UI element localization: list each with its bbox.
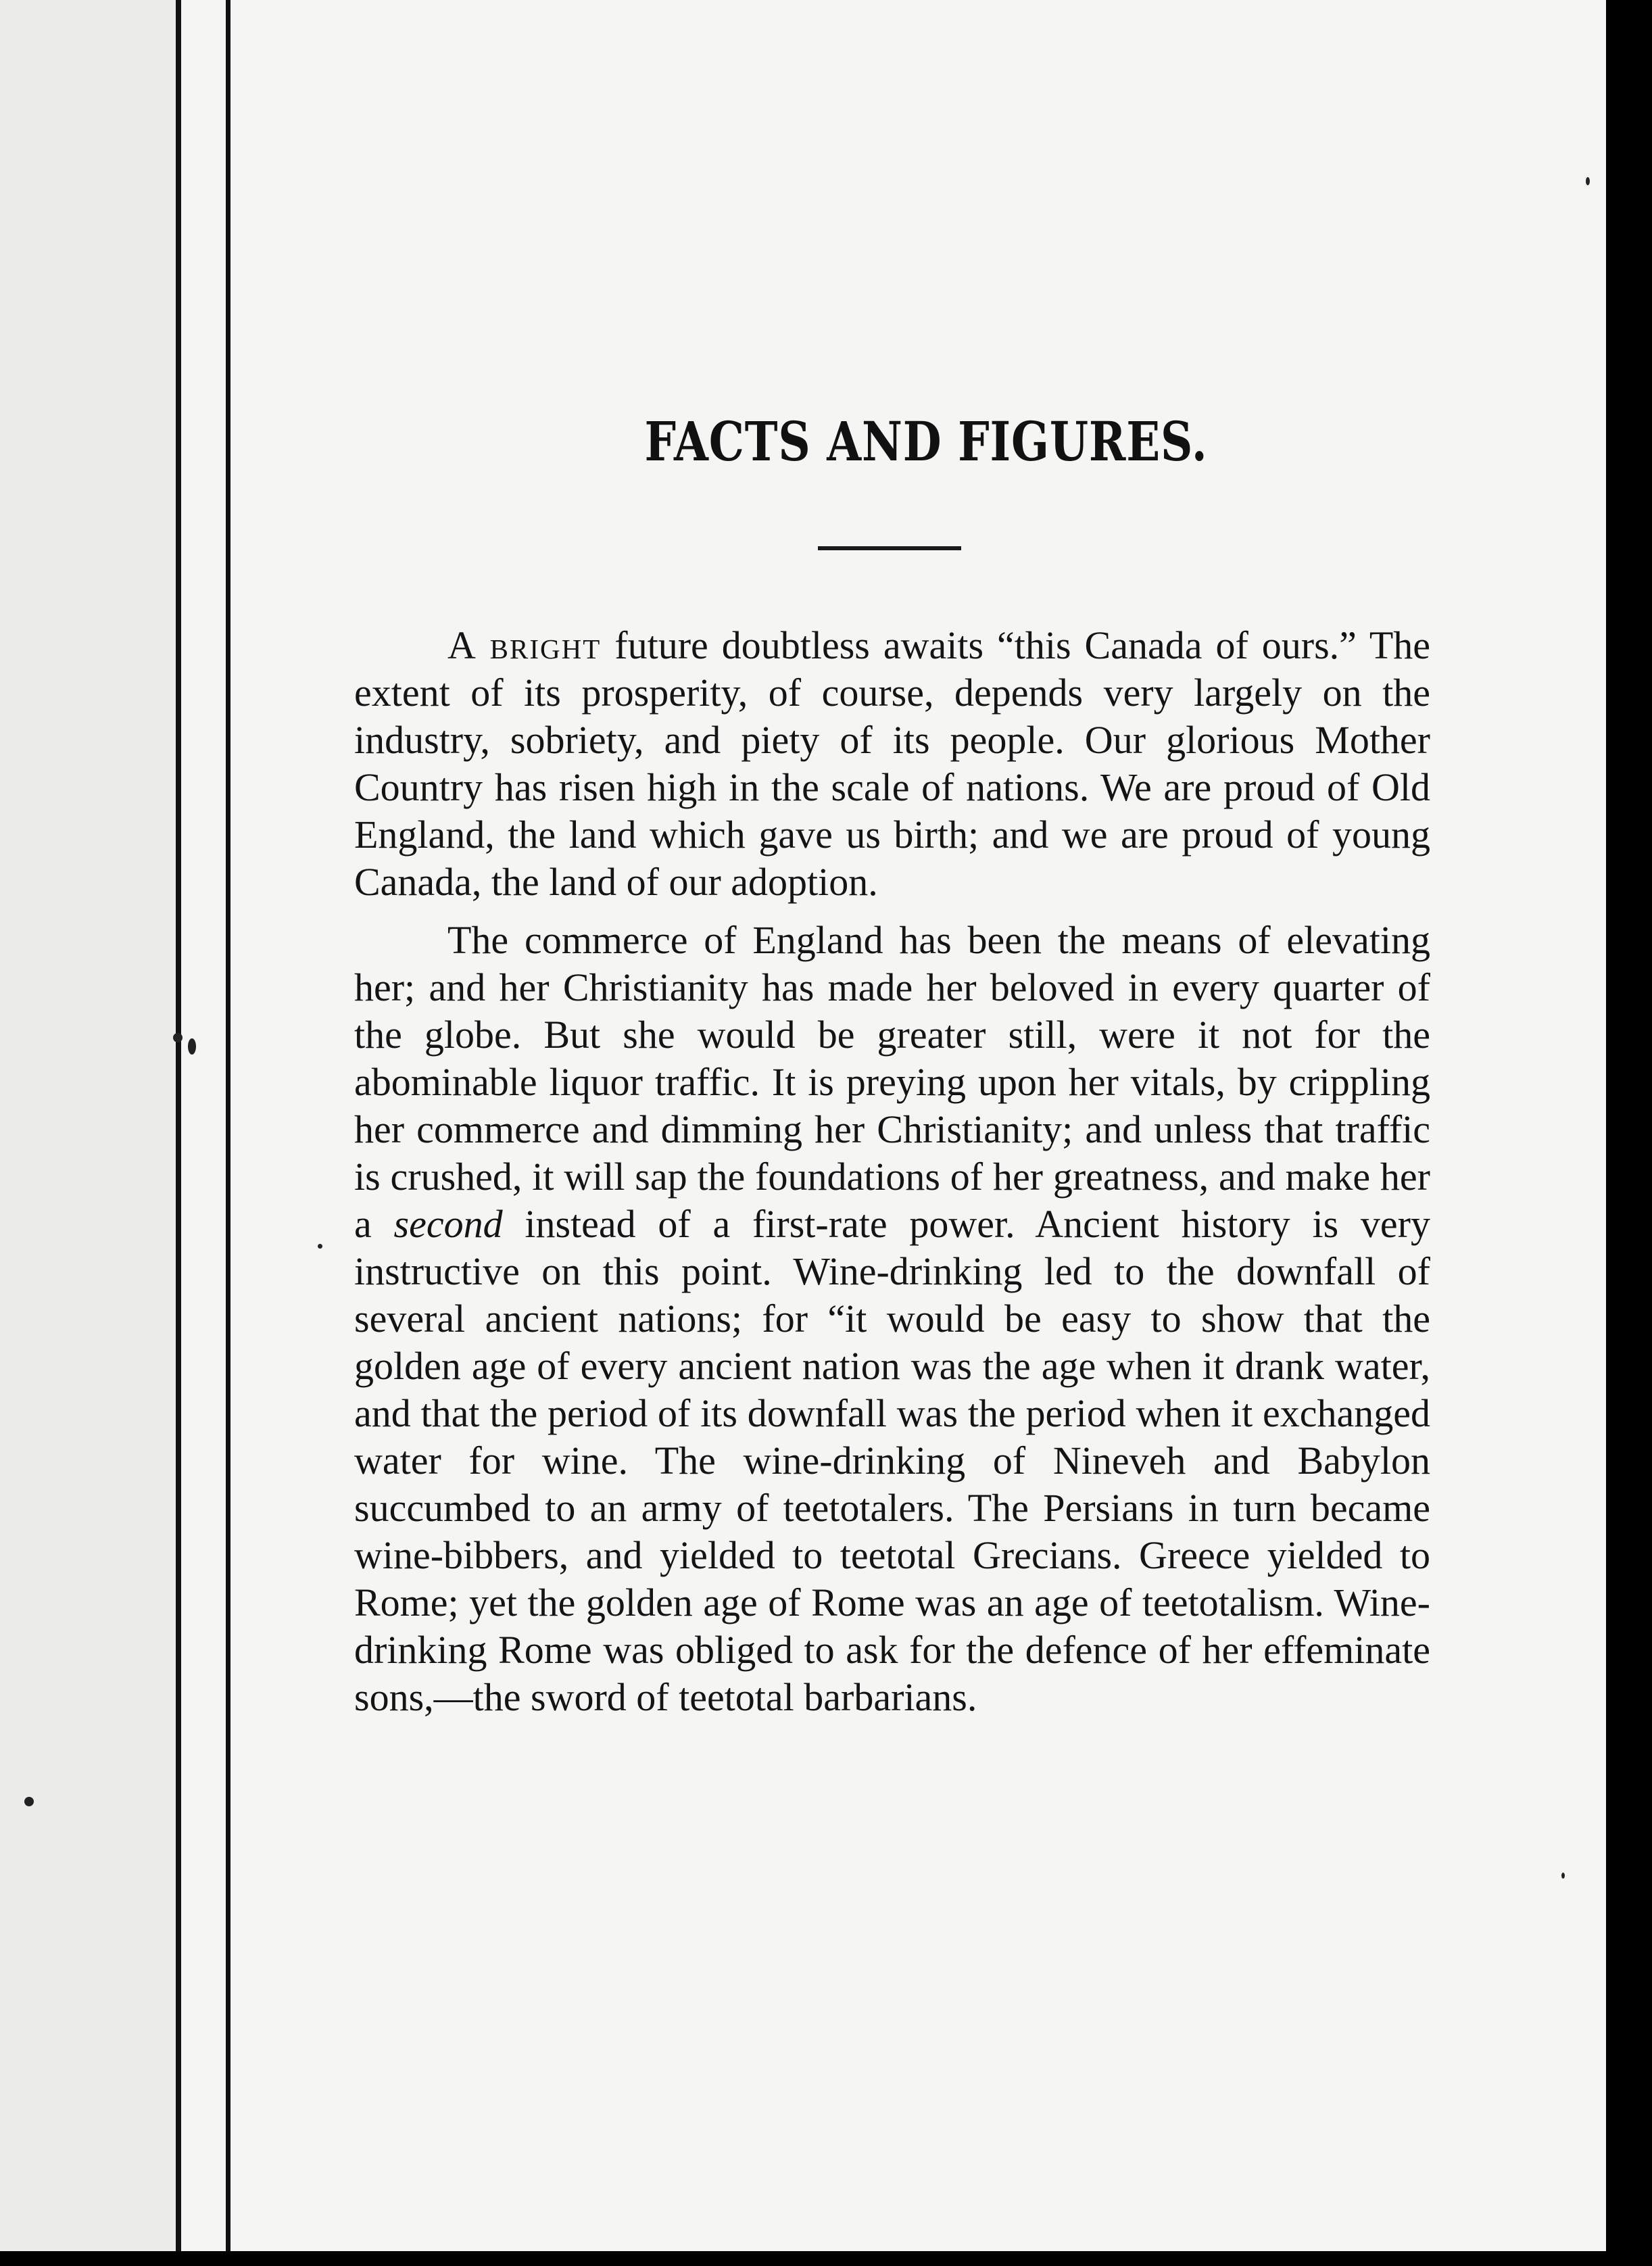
- scan-speck: [24, 1797, 34, 1806]
- paragraph-1: [354, 622, 1430, 906]
- scan-speck: [1586, 177, 1590, 185]
- scan-speck: [173, 1033, 183, 1042]
- title-divider: [818, 546, 961, 550]
- paragraph-1-text: future doubtless awaits “this Canada of ours.” The extent of its prosperity, of course, depends very largely on the industry, sobriety, and piety of its people. Our glorious Mother Country has risen high in the scale of nations. We are proud of Old England, the land which gave us birth; and we are proud of young Canada, the land of our adoption.: [354, 623, 1430, 904]
- paragraph-2-text-after: instead of a first-rate power. Ancient history is very instructive on this point. Wine-drinking led to the downfall of several ancient nations; for “it would be easy to show that the golden age of every ancient nation was the age when it drank water, and that the period of its downfall was the period when it exchanged water for wine. The wine-drinking of Nineveh and Babylon succumbed to an army of teetotalers. The Persians in turn became wine-bibbers, and yielded to teetotal Grecians. Greece yielded to Rome; yet the golden age of Rome was an age of teetotalism. Wine-drinking Rome was obliged to ask for the defence of her effeminate sons,—the sword of teetotal barbarians.: [354, 1202, 1430, 1719]
- right-scan-edge: [1606, 0, 1652, 2266]
- scan-speck: [1561, 1873, 1565, 1879]
- left-margin-rule: [176, 0, 181, 2266]
- paragraph-2-text-before: The commerce of England has been the means of elevating her; and her Christianity has made her beloved in every quarter of the globe. But she would be greater still, were it not for the abominable liquor traffic. It is preying upon her vitals, by crippling her commerce and dimming her Christianity; and unless that traffic is crushed, it will sap the foundations of her greatness, and make her a: [354, 918, 1430, 1246]
- paragraph-2: [354, 917, 1430, 1721]
- emphasis-word: second: [393, 1202, 503, 1246]
- paragraph-lead: A bright: [447, 623, 602, 667]
- page-title: FACTS AND FIGURES.: [644, 410, 1208, 473]
- left-margin: [0, 0, 177, 2266]
- bottom-scan-edge: [0, 2251, 1652, 2266]
- scan-speck: [188, 1038, 196, 1055]
- gutter-rule: [226, 0, 230, 2266]
- scan-speck: [318, 1244, 322, 1249]
- body-text: [354, 622, 1430, 1732]
